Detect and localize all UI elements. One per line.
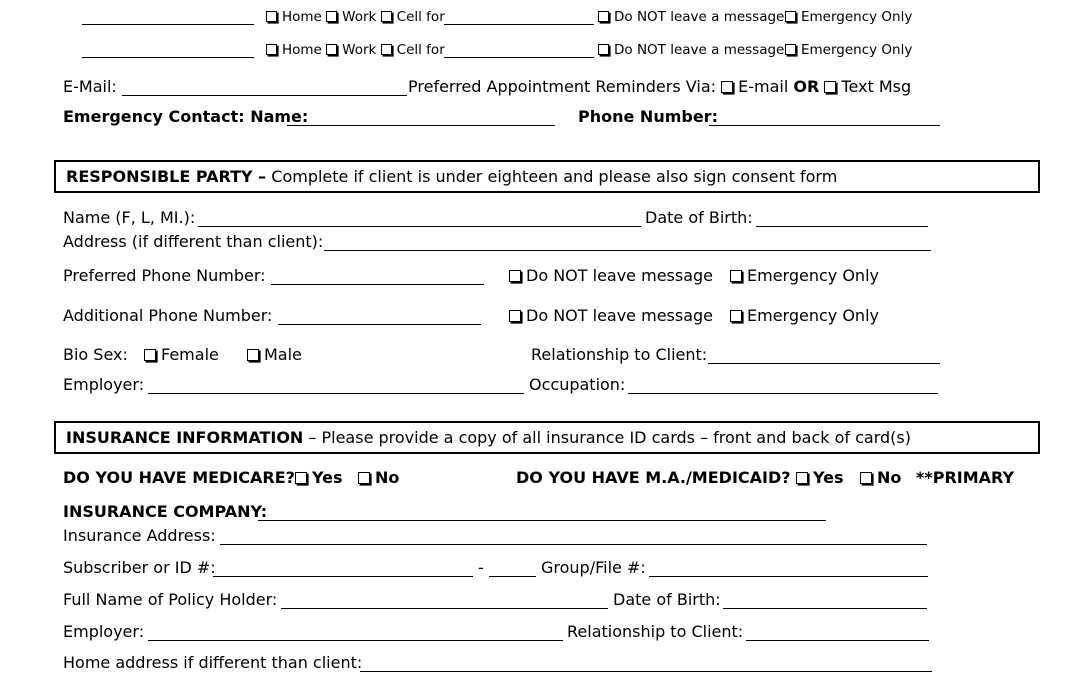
medicare-question: DO YOU HAVE MEDICARE?: [63, 468, 295, 487]
home-checkbox[interactable]: Home: [266, 9, 322, 25]
rp-name-label: Name (F, L, MI.):: [63, 208, 196, 227]
insurance-company-label: INSURANCE COMPANY:: [63, 502, 268, 521]
reminder-email-checkbox[interactable]: E-mail: [721, 77, 788, 96]
policy-dob-label: Date of Birth:: [613, 590, 721, 609]
rp-pref-emergency-checkbox[interactable]: Emergency Only: [730, 268, 879, 284]
emergency-only-checkbox[interactable]: Emergency Only: [785, 11, 912, 25]
male-checkbox[interactable]: Male: [247, 347, 302, 363]
ins-employer-field[interactable]: [148, 640, 563, 641]
medicare-yes-checkbox[interactable]: Yes: [295, 470, 343, 486]
rp-pref-phone-field[interactable]: [271, 284, 484, 285]
medicaid-question: DO YOU HAVE M.A./MEDICAID?: [516, 468, 791, 487]
group-file-label: Group/File #:: [541, 558, 646, 577]
ins-relationship-field[interactable]: [746, 640, 929, 641]
ins-relationship-label: Relationship to Client:: [567, 622, 744, 641]
insurance-address-field[interactable]: [220, 544, 927, 545]
rp-address-field[interactable]: [324, 250, 931, 251]
subscriber-label: Subscriber or ID #:: [63, 558, 216, 577]
cell-checkbox[interactable]: Cell for: [381, 9, 445, 25]
policy-holder-field[interactable]: [281, 608, 608, 609]
rp-add-phone-field[interactable]: [278, 324, 481, 325]
rp-dob-label: Date of Birth:: [645, 208, 753, 227]
subscriber-dash: -: [478, 558, 484, 577]
rp-relationship-field[interactable]: [708, 363, 940, 364]
ins-employer-label: Employer:: [63, 622, 145, 641]
rp-employer-label: Employer:: [63, 375, 145, 394]
email-label: E-Mail:: [63, 77, 117, 96]
cell-for-field[interactable]: [444, 24, 594, 25]
email-field[interactable]: [122, 95, 407, 96]
insurance-address-label: Insurance Address:: [63, 526, 216, 545]
rp-relationship-label: Relationship to Client:: [531, 345, 708, 364]
insurance-heading: INSURANCE INFORMATION – Please provide a copy of all insurance ID cards – front and back of card(s): [54, 421, 1040, 454]
phone-number-field[interactable]: [82, 24, 254, 25]
rp-occupation-label: Occupation:: [529, 375, 626, 394]
rp-name-field[interactable]: [198, 226, 641, 227]
reminder-text-checkbox[interactable]: Text Msg: [824, 77, 911, 96]
or-label: OR: [793, 77, 820, 96]
female-checkbox[interactable]: Female: [144, 347, 219, 363]
primary-label: **PRIMARY: [916, 468, 1015, 487]
no-message-checkbox[interactable]: Do NOT leave a message: [598, 44, 784, 58]
work-checkbox[interactable]: Work: [326, 42, 376, 58]
rp-add-phone-label: Additional Phone Number:: [63, 306, 273, 325]
home-address-field[interactable]: [360, 671, 932, 672]
emergency-only-checkbox[interactable]: Emergency Only: [785, 44, 912, 58]
cell-for-field[interactable]: [444, 57, 594, 58]
home-checkbox[interactable]: Home: [266, 42, 322, 58]
insurance-company-field[interactable]: [258, 520, 826, 521]
subscriber-id-field[interactable]: [213, 576, 473, 577]
rp-pref-no-message-checkbox[interactable]: Do NOT leave message: [509, 268, 713, 284]
medicaid-no-checkbox[interactable]: No: [860, 470, 901, 486]
emergency-phone-label: Phone Number:: [578, 107, 718, 126]
home-address-label: Home address if different than client:: [63, 653, 363, 672]
no-message-checkbox[interactable]: Do NOT leave a message: [598, 11, 784, 25]
rp-employer-field[interactable]: [148, 393, 524, 394]
emergency-contact-label: Emergency Contact: Name:: [63, 107, 309, 126]
medicaid-yes-checkbox[interactable]: Yes: [796, 470, 844, 486]
work-checkbox[interactable]: Work: [326, 9, 376, 25]
rp-add-no-message-checkbox[interactable]: Do NOT leave message: [509, 308, 713, 324]
emergency-phone-field[interactable]: [709, 125, 940, 126]
phone-number-field[interactable]: [82, 57, 254, 58]
policy-holder-label: Full Name of Policy Holder:: [63, 590, 278, 609]
rp-dob-field[interactable]: [756, 226, 928, 227]
rp-occupation-field[interactable]: [628, 393, 938, 394]
medicare-no-checkbox[interactable]: No: [358, 470, 399, 486]
rp-add-emergency-checkbox[interactable]: Emergency Only: [730, 308, 879, 324]
reminders-label: Preferred Appointment Reminders Via:: [408, 77, 717, 96]
subscriber-suffix-field[interactable]: [489, 576, 536, 577]
policy-dob-field[interactable]: [723, 608, 927, 609]
cell-checkbox[interactable]: Cell for: [381, 42, 445, 58]
rp-address-label: Address (if different than client):: [63, 232, 324, 251]
emergency-contact-name-field[interactable]: [287, 125, 555, 126]
group-file-field[interactable]: [649, 576, 928, 577]
rp-bio-sex-label: Bio Sex:: [63, 345, 128, 364]
responsible-party-heading: RESPONSIBLE PARTY – Complete if client is under eighteen and please also sign consent form: [54, 160, 1040, 193]
rp-pref-phone-label: Preferred Phone Number:: [63, 266, 266, 285]
